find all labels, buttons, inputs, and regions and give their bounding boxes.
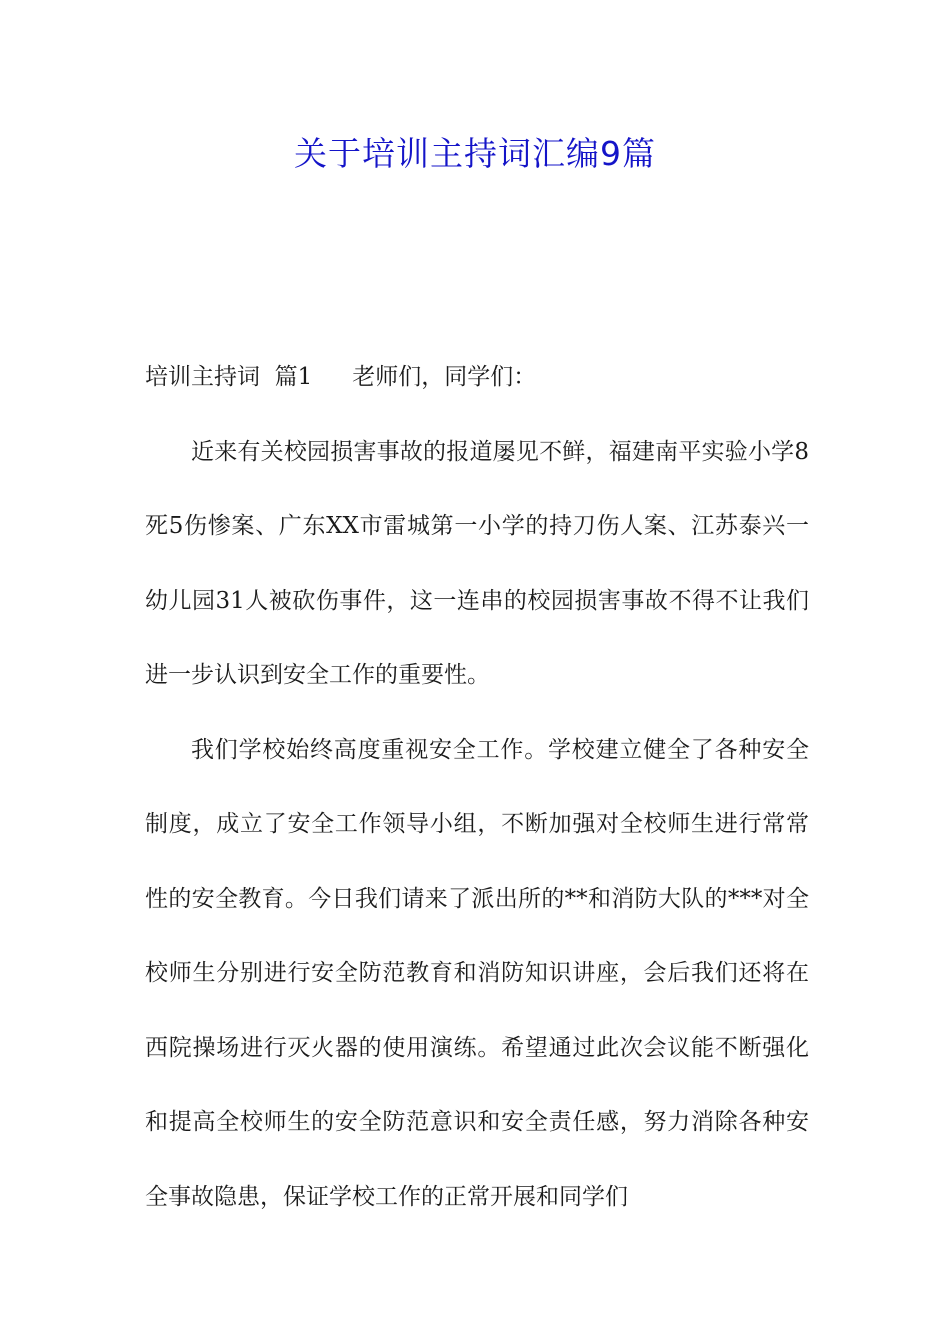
section-label: 培训主持词 篇1	[145, 364, 313, 390]
greeting-text: 老师们，同学们：	[352, 364, 537, 390]
document-title: 关于培训主持词汇编9篇	[294, 134, 656, 173]
section-heading-line	[145, 340, 809, 415]
paragraph-2: 我们学校始终高度重视安全工作。学校建立健全了各种安全制度，成立了安全工作领导小组，不断加强对全校师生进行常常性的安全教育。今日我们请来了派出所的**和消防大队的***对全校师生分别进行安全防范教育和消防知识讲座，会后我们还将在西院操场进行灭火器的使用演练。希望通过此次会议能不断强化和提高全校师生的安全防范意识和安全责任感，努力消除各种安全事故隐患，保证学校工作的正常开展和同学们	[145, 736, 809, 1210]
paragraph-1: 近来有关校园损害事故的报道屡见不鲜，福建南平实验小学8死5伤惨案、广东XX市雷城第一小学的持刀伤人案、江苏泰兴一幼儿园31人被砍伤事件，这一连串的校园损害事故不得不让我们进一步认识到安全工作的重要性。	[145, 438, 809, 688]
document-body	[145, 340, 809, 1234]
